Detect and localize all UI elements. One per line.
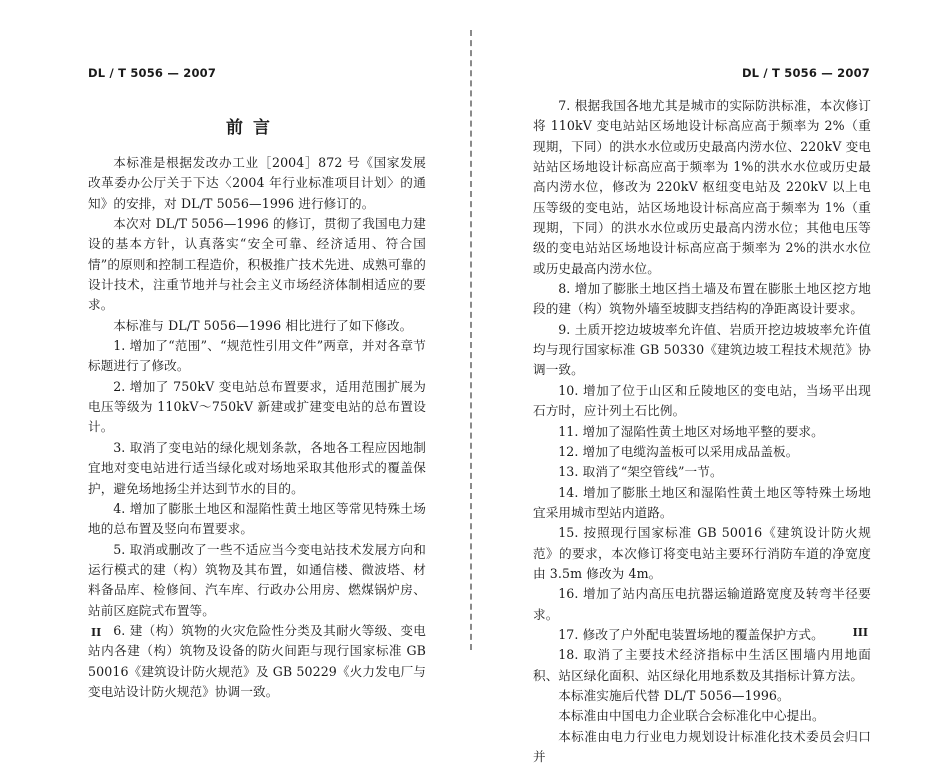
paragraph: 本标准实施后代替 DL/T 5056—1996。 (558, 687, 790, 703)
left-page-body (88, 153, 426, 702)
list-item: 15. 按照现行国家标准 GB 50016《建筑设计防火规范》的要求，本次修订将变电站主要环行消防车道的净宽度由 3.5m 修改为 4m。 (533, 525, 871, 581)
list-item: 1. 增加了“范围”、“规范性引用文件”两章，并对各章节标题进行了修改。 (88, 338, 426, 374)
list-item: 14. 增加了膨胀土地区和湿陷性黄土地区等特殊土场地宜采用城市型站内道路。 (533, 484, 871, 520)
page-fold-divider (470, 30, 472, 650)
list-item: 7. 根据我国各地尤其是城市的实际防洪标准，本次修订将 110kV 变电站站区场地设计标高应高于频率为 2%（重现期，下同）的洪水水位或历史最高内涝水位、220kV 变电站站区场地设计标高应高于频率为 1%的洪水水位或历史最高内涝水位，修改为 220kV 枢纽变电站及 220kV 以上电压等级的变电站，站区场地设计标高应高于频率为 1%（重现期，下同）的洪水水位或历史最高内涝水位；其他电压等级的变电站站区场地设计标高应高于频率为 2%的洪水水位或历史最高内涝水位。 (533, 98, 871, 276)
page-title: 前 言 (226, 118, 272, 138)
left-page-header: DL / T 5056 — 2007 (88, 66, 217, 80)
right-page-header: DL / T 5056 — 2007 (741, 66, 870, 80)
paragraph: 本标准是根据发改办工业［2004］872 号《国家发展改革委办公厅关于下达〈2004 年行业标准项目计划〉的通知》的安排，对 DL/T 5056—1996 进行修订的。 (88, 155, 426, 211)
list-item: 6. 建（构）筑物的火灾危险性分类及其耐火等级、变电站内各建（构）筑物及设备的防火间距与现行国家标准 GB 50016《建筑设计防火规范》及 GB 50229《火力发电厂与变电站设计防火规范》协调一致。 (88, 622, 426, 699)
list-item: 16. 增加了站内高压电抗器运输道路宽度及转弯半径要求。 (533, 586, 871, 622)
paragraph: 本标准与 DL/T 5056—1996 相比进行了如下修改。 (113, 317, 413, 333)
list-item: 3. 取消了变电站的绿化规划条款，各地各工程应因地制宜地对变电站进行适当绿化或对场地采取其他形式的覆盖保护，避免场地扬尘并达到节水的目的。 (88, 439, 426, 496)
list-item: 12. 增加了电缆沟盖板可以采用成品盖板。 (558, 443, 799, 459)
left-page-number: II (91, 626, 102, 639)
paragraph: 本标准由中国电力企业联合会标准化中心提出。 (558, 708, 825, 724)
list-item: 2. 增加了 750kV 变电站总布置要求，适用范围扩展为电压等级为 110kV～750kV 新建或扩建变电站的总布置设计。 (88, 378, 426, 435)
list-item: 18. 取消了主要技术经济指标中生活区围墙内用地面积、站区绿化面积、站区绿化用地系数及其指标计算方法。 (533, 647, 871, 683)
list-item: 11. 增加了湿陷性黄土地区对场地平整的要求。 (558, 423, 824, 439)
list-item: 4. 增加了膨胀土地区和湿陷性黄土地区等常见特殊土场地的总布置及竖向布置要求。 (88, 500, 426, 537)
list-item: 13. 取消了“架空管线”一节。 (558, 464, 723, 480)
list-item: 9. 土质开挖边坡坡率允许值、岩质开挖边坡坡率允许值均与现行国家标准 GB 50330《建筑边坡工程技术规范》协调一致。 (533, 321, 871, 378)
right-page-body (533, 96, 871, 767)
paragraph: 本次对 DL/T 5056—1996 的修订，贯彻了我国电力建设的基本方针，认真落实“安全可靠、经济适用、符合国情”的原则和控制工程造价，积极推广技术先进、成熟可靠的设计技术，注重节地并与社会主义市场经济体制相适应的要求。 (88, 216, 426, 313)
list-item: 5. 取消或删改了一些不适应当今变电站技术发展方向和运行模式的建（构）筑物及其布置，如通信楼、微波塔、材料备品库、检修间、汽车库、行政办公用房、燃煤锅炉房、站前区庭院式布置等。 (88, 541, 426, 618)
list-item: 10. 增加了位于山区和丘陵地区的变电站，当场平出现石方时，应计列土石比例。 (533, 382, 871, 419)
list-item: 8. 增加了膨胀土地区挡土墙及布置在膨胀土地区挖方地段的建（构）筑物外墙至坡脚支挡结构的净距离设计要求。 (533, 281, 871, 317)
paragraph: 本标准由电力行业电力规划设计标准化技术委员会归口并 (533, 728, 871, 764)
list-item: 17. 修改了户外配电装置场地的覆盖保护方式。 (558, 626, 824, 642)
right-page-number: III (852, 626, 868, 639)
